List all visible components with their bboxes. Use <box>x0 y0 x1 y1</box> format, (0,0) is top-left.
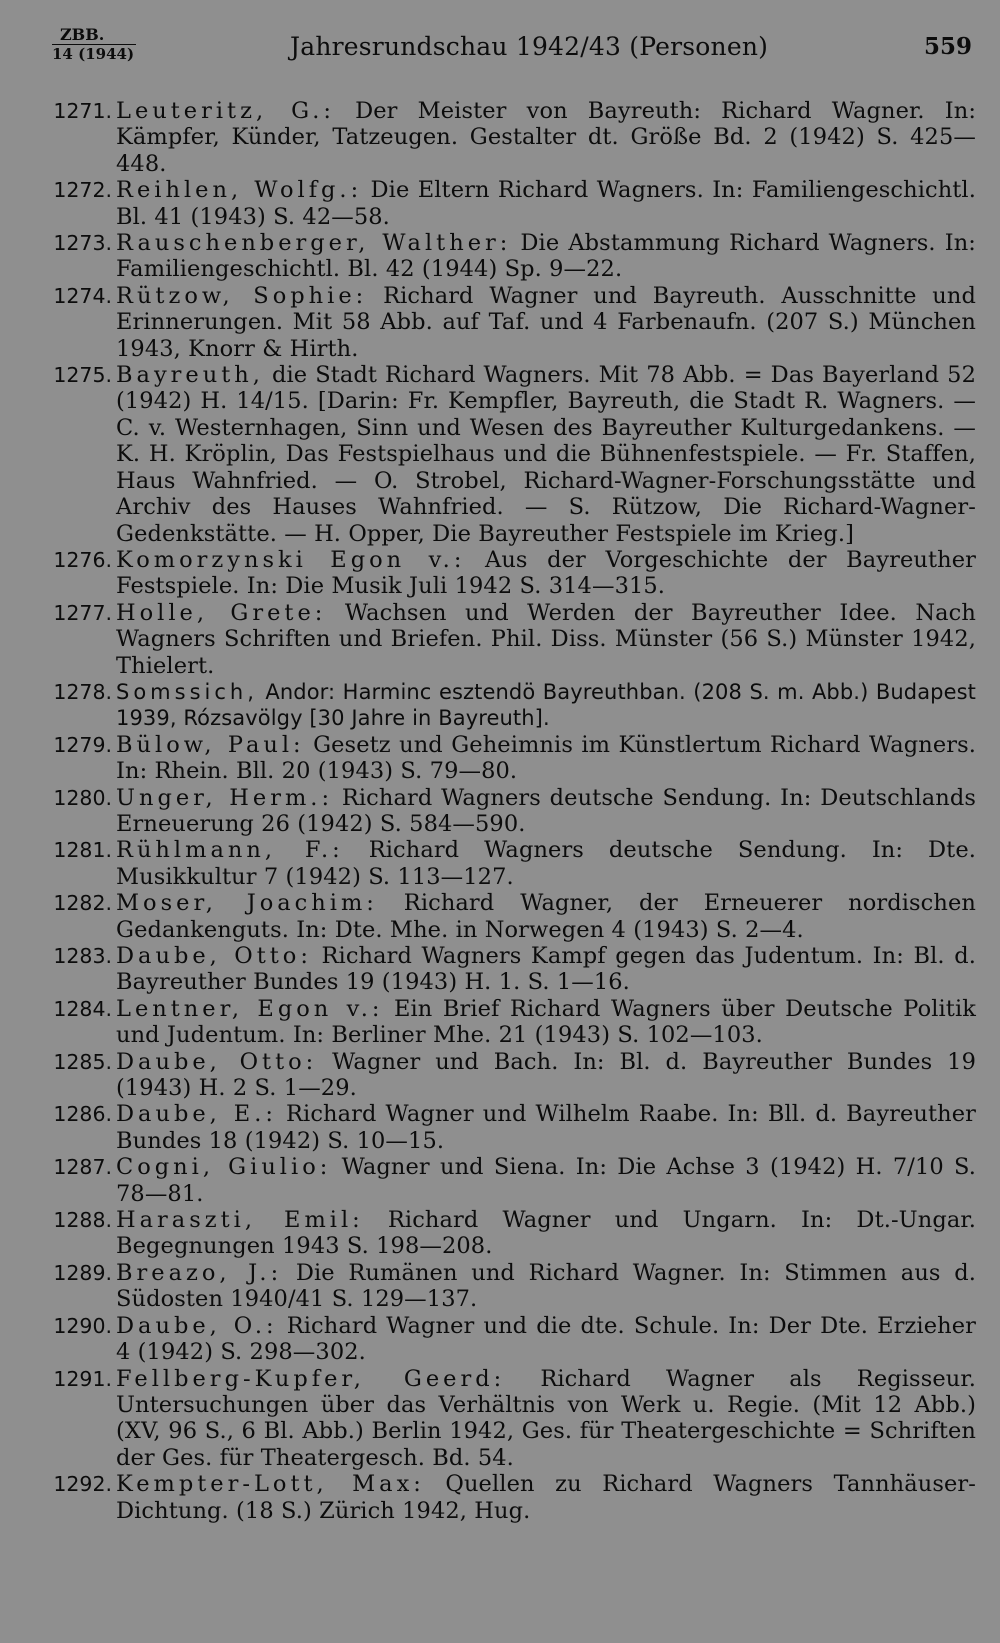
entry-text <box>116 890 976 943</box>
entry-text <box>116 230 976 283</box>
entry-author: Haraszti, Emil: <box>116 1207 364 1234</box>
entry-citation: Richard Wagners deutsche Sendung. In: Deutschlands Erneuerung 26 (1942) S. 584—590. <box>116 784 976 837</box>
entry-number: 1286. <box>53 1102 112 1127</box>
entry-citation: Richard Wagners deutsche Sendung. In: Dte. Musikkultur 7 (1942) S. 113—127. <box>116 837 976 890</box>
entry-author: Holle, Grete: <box>116 599 327 626</box>
entry-citation: Gesetz und Geheimnis im Künstlertum Richard Wagners. In: Rhein. Bll. 20 (1943) S. 79—80. <box>116 731 976 785</box>
entry-text <box>116 1154 976 1207</box>
bibliography-entry <box>30 283 976 362</box>
entry-number: 1282. <box>53 891 112 916</box>
entry-number: 1280. <box>53 785 112 810</box>
entry-author: Fellberg-Kupfer, Geerd: <box>116 1365 506 1392</box>
entry-citation: Die Eltern Richard Wagners. In: Familiengeschichtl. Bl. 41 (1943) S. 42—58. <box>116 177 976 230</box>
entry-number: 1281. <box>53 838 112 863</box>
entry-citation: Richard Wagner und die dte. Schule. In: Der Dte. Erzieher 4 (1942) S. 298—302. <box>116 1312 976 1366</box>
entry-number: 1273. <box>53 231 112 256</box>
bibliography-entry <box>30 1366 976 1472</box>
entry-author: Leuteritz, G.: <box>116 98 336 124</box>
entry-text <box>116 1049 976 1102</box>
entry-citation: Der Meister von Bayreuth: Richard Wagner. In: Kämpfer, Künder, Tatzeugen. Gestalter dt. Größe Bd. 2 (1942) S. 425—448. <box>116 98 976 177</box>
bibliography-list <box>30 98 976 1524</box>
entry-author: Somssich, <box>116 679 258 704</box>
entry-author: Daube, O.: <box>116 1312 278 1339</box>
bibliography-entry <box>30 943 976 996</box>
entry-author: Rühlmann, F.: <box>116 837 344 864</box>
bibliography-entry <box>30 1101 976 1154</box>
bibliography-entry <box>30 1260 976 1313</box>
bibliography-entry <box>30 177 976 230</box>
bibliography-entry <box>30 1154 976 1207</box>
bibliography-entry <box>30 890 976 943</box>
entry-author: Daube, Otto: <box>116 943 312 969</box>
entry-citation: Richard Wagner als Regisseur. Untersuchungen über das Verhältnis von Werk u. Regie. (Mit 12 Abb.) (XV, 96 S., 6 Bl. Abb.) Berlin 1942, Ges. für Theatergeschichte = Schriften der Ges. für Theatergesch. Bd. 54. <box>116 1365 976 1471</box>
entry-number: 1275. <box>53 363 112 388</box>
entry-text <box>116 547 976 600</box>
entry-text <box>116 1471 976 1524</box>
entry-author: Rützow, Sophie: <box>116 282 368 309</box>
entry-text <box>116 996 976 1049</box>
entry-text <box>116 943 976 996</box>
entry-text <box>116 283 976 362</box>
entry-text <box>116 1260 976 1313</box>
entry-number: 1287. <box>53 1155 112 1180</box>
entry-number: 1292. <box>53 1472 112 1497</box>
entry-number: 1274. <box>53 283 112 308</box>
entry-author: Lentner, Egon v.: <box>116 995 384 1022</box>
entry-citation: Die Abstammung Richard Wagners. In: Familiengeschichtl. Bl. 42 (1944) Sp. 9—22. <box>116 230 976 283</box>
entry-author: Daube, Otto: <box>116 1048 318 1075</box>
entry-citation: Richard Wagner und Wilhelm Raabe. In: Bll. d. Bayreuther Bundes 18 (1942) S. 10—15. <box>116 1101 977 1154</box>
entry-number: 1272. <box>53 178 112 203</box>
entry-text <box>116 600 976 679</box>
entry-number: 1289. <box>53 1260 112 1285</box>
entry-text <box>116 837 976 890</box>
entry-text <box>116 1313 976 1366</box>
entry-text <box>116 679 976 732</box>
entry-number: 1271. <box>53 99 112 123</box>
entry-citation: die Stadt Richard Wagners. Mit 78 Abb. = Das Bayerland 52 (1942) H. 14/15. [Darin: Fr. Kempfler, Bayreuth, die Stadt R. Wagners. — C. v. Westernhagen, Sinn und Wesen des Bayreuther Kulturgedankens. — K. H. Kröplin, Das Festspielhaus und die Bühnenfestspiele. — Fr. Staffen, Haus Wahnfried. — O. Strobel, Richard-Wagner-Forschungsstätte und Archiv des Hauses Wahnfried. — S. Rützow, Die Richard-Wagner-Gedenkstätte. — H. Opper, Die Bayreuther Festspiele im Krieg.] <box>116 362 976 547</box>
entry-citation: Ein Brief Richard Wagners über Deutsche Politik und Judentum. In: Berliner Mhe. 21 (1943) S. 102—103. <box>116 995 976 1049</box>
entry-citation: Richard Wagner und Ungarn. In: Dt.-Ungar. Begegnungen 1943 S. 198—208. <box>116 1207 976 1260</box>
entry-citation: Richard Wagners Kampf gegen das Judentum. In: Bl. d. Bayreuther Bundes 19 (1943) H. 1. S. 1—16. <box>116 943 976 996</box>
entry-text <box>116 1101 976 1154</box>
journal-volume: 14 (1944) <box>52 45 135 63</box>
bibliography-entry <box>30 547 976 600</box>
entry-number: 1285. <box>53 1049 112 1074</box>
page-number: 559 <box>923 33 972 60</box>
entry-citation: Andor: Harminc esztendö Bayreuthban. (208 S. m. Abb.) Budapest 1939, Rózsavölgy [30 Jahre in Bayreuth]. <box>116 679 976 731</box>
bibliography-entry <box>30 1313 976 1366</box>
bibliography-entry <box>30 1049 976 1102</box>
entry-citation: Wagner und Bach. In: Bl. d. Bayreuther Bundes 19 (1943) H. 2 S. 1—29. <box>116 1048 976 1102</box>
entry-author: Kempter-Lott, Max: <box>116 1471 425 1498</box>
entry-author: Daube, E.: <box>116 1101 277 1128</box>
entry-author: Komorzynski Egon v.: <box>116 546 466 573</box>
bibliography-entry <box>30 732 976 785</box>
entry-citation: Wagner und Siena. In: Die Achse 3 (1942) H. 7/10 S. 78—81. <box>116 1154 976 1207</box>
bibliography-entry <box>30 1207 976 1260</box>
entry-text <box>116 732 976 785</box>
entry-author: Reihlen, Wolfg.: <box>116 177 363 204</box>
entry-text <box>116 1207 976 1260</box>
entry-number: 1290. <box>53 1313 112 1338</box>
entry-author: Cogni, Giulio: <box>116 1154 332 1181</box>
entry-author: Unger, Herm.: <box>116 784 334 811</box>
journal-reference <box>52 26 136 63</box>
entry-citation: Quellen zu Richard Wagners Tannhäuser-Dichtung. (18 S.) Zürich 1942, Hug. <box>116 1471 976 1524</box>
journal-abbreviation: ZBB. <box>52 26 136 45</box>
entry-author: Rauschenberger, Walther: <box>116 230 512 257</box>
entry-citation: Aus der Vorgeschichte der Bayreuther Festspiele. In: Die Musik Juli 1942 S. 314—315. <box>116 546 976 600</box>
entry-author: Breazo, J.: <box>116 1259 283 1286</box>
bibliography-entry <box>30 230 976 283</box>
bibliography-entry <box>30 837 976 890</box>
entry-number: 1284. <box>53 996 112 1021</box>
entry-number: 1276. <box>53 547 112 572</box>
entry-author: Bülow, Paul: <box>116 731 305 758</box>
entry-author: Bayreuth, <box>116 362 264 389</box>
entry-text <box>116 785 976 838</box>
bibliography-entry <box>30 362 976 547</box>
entry-citation: Richard Wagner, der Erneuerer nordischen Gedankenguts. In: Dte. Mhe. in Norwegen 4 (1943) S. 2—4. <box>116 890 976 943</box>
entry-citation: Richard Wagner und Bayreuth. Ausschnitte und Erinnerungen. Mit 58 Abb. auf Taf. und 4 Farbenaufn. (207 S.) München 1943, Knorr & Hirth. <box>116 282 976 362</box>
entry-number: 1283. <box>53 944 112 968</box>
running-title: Jahresrundschau 1942/43 (Personen) <box>290 32 769 61</box>
bibliography-entry <box>30 1471 976 1524</box>
entry-number: 1278. <box>53 679 112 704</box>
bibliography-entry <box>30 785 976 838</box>
entry-number: 1279. <box>53 732 112 757</box>
entry-author: Moser, Joachim: <box>116 890 378 917</box>
bibliography-entry <box>30 98 976 177</box>
entry-text <box>116 362 976 547</box>
entry-text <box>116 177 976 230</box>
entry-citation: Wachsen und Werden der Bayreuther Idee. Nach Wagners Schriften und Briefen. Phil. Diss. Münster (56 S.) Münster 1942, Thielert. <box>116 599 976 679</box>
entry-number: 1291. <box>53 1366 112 1391</box>
entry-number: 1288. <box>53 1208 112 1233</box>
bibliography-entry <box>30 600 976 679</box>
bibliography-entry <box>30 996 976 1049</box>
bibliography-entry <box>30 679 976 732</box>
entry-text <box>116 1366 976 1472</box>
entry-number: 1277. <box>53 600 112 625</box>
entry-text <box>116 98 976 177</box>
entry-citation: Die Rumänen und Richard Wagner. In: Stimmen aus d. Südosten 1940/41 S. 129—137. <box>116 1259 976 1313</box>
